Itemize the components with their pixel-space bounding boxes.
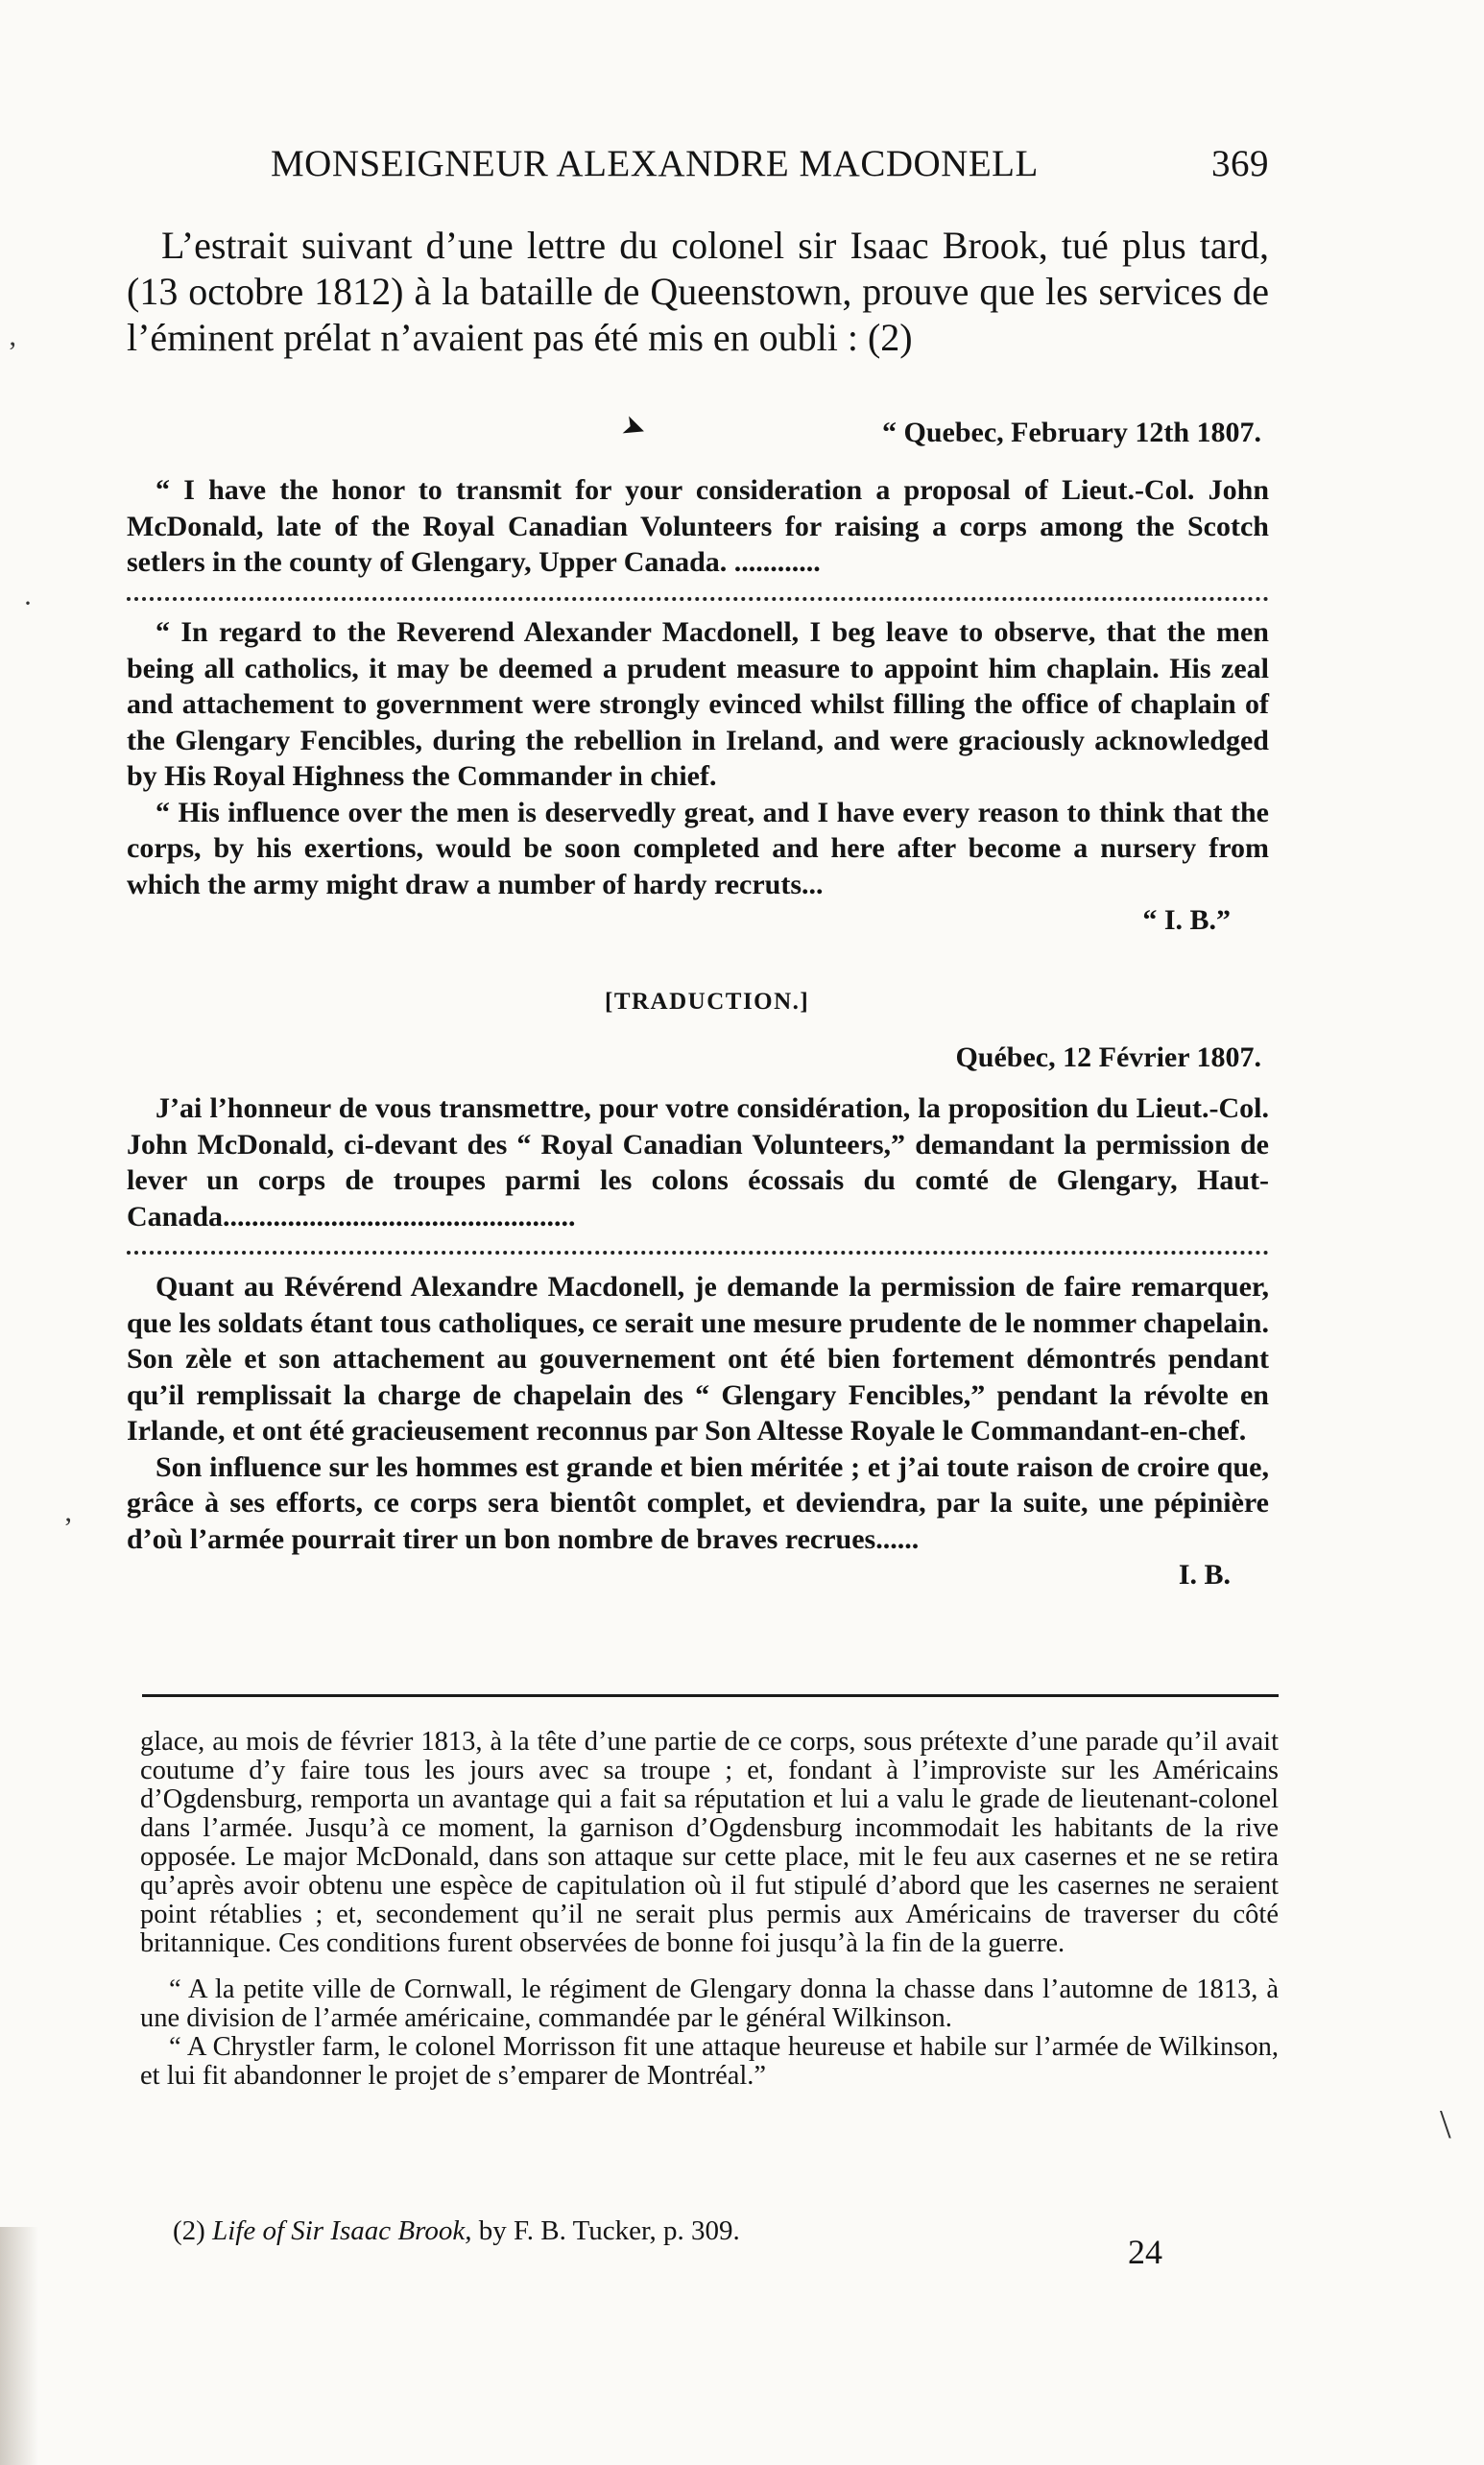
translation-para-1: J’ai l’honneur de vous transmettre, pour votre considération, la proposition du Lieut.-Col. John McDonald, ci-devant des “ Royal Canadian Volunteers,” demandant la permission de lever un corps de troupes parmi les colons écossais du comté de Glengary, Haut-Canada................................................. [127, 1092, 1269, 1232]
english-dateline: “ Quebec, February 12th 1807. [882, 417, 1261, 448]
footnote-para-2: “ A la petite ville de Cornwall, le régiment de Glengary donna la chasse dans l’automne de 1813, à une division de l’armée américaine, commandée par le général Wilkinson. [140, 1974, 1279, 2033]
footnote-title: Life of Sir Isaac Brook, [212, 2215, 472, 2246]
footnote-rule [142, 1694, 1279, 1697]
printer-signature-mark: 24 [1128, 2233, 1162, 2271]
english-letter-part2 [127, 614, 1269, 939]
footnote-marker: (2) [173, 2215, 205, 2246]
translation-para-2: Quant au Révérend Alexandre Macdonell, je demande la permission de faire remarquer, que les soldats étant tous catholiques, ce serait une mesure prudente de le nommer chapelain. Son zèle et son attachement au gouvernement ont été bien fortement démontrés pendant qu’il remplissait la charge de chapelain des “ Glengary Fencibles,” pendant la révolte en Irlande, et ont été gracieusement reconnus par Son Altesse Royale le Commandant-en-chef. [127, 1271, 1269, 1447]
translation-para-3: Son influence sur les hommes est grande et bien méritée ; et j’ai toute raison de croire que, grâce à ses efforts, ce corps sera bientôt complet, et deviendra, par la suite, une pépinière d’où l’armée pourrait tirer un bon nombre de braves recrues...... [127, 1450, 1269, 1555]
footnote-citation: by F. B. Tucker, p. 309. [478, 2215, 740, 2246]
translation-signature: I. B. [1178, 1559, 1231, 1591]
page-number: 369 [1211, 143, 1269, 184]
footnote-2 [173, 2215, 740, 2247]
translation-part2 [127, 1269, 1269, 1593]
english-para-3: “ His influence over the men is deservedly great, and I have every reason to think that the corps, by his exertions, would be soon completed and here after become a nursery from which the army might draw a number of hardy recruts... [127, 796, 1269, 900]
scan-shadow [0, 2227, 38, 2465]
english-para-1: “ I have the honor to transmit for your consideration a proposal of Lieut.-Col. John McDonald, late of the Royal Canadian Volunteers for raising a corps among the Scotch setlers in the county of Glengary, Upper Canada. ............ [127, 474, 1269, 578]
english-letter-part1 [127, 472, 1269, 581]
translation-heading: [TRADUCTION.] [605, 989, 810, 1015]
dotted-separator [127, 597, 1269, 601]
margin-speck: ’ [8, 336, 17, 368]
intro-text: L’estrait suivant d’une lettre du colonel sir Isaac Brook, tué plus tard, (13 octobre 1812) à la bataille de Queenstown, prouve que les services de l’éminent prélat n’avaient pas été mis en oubli : (2) [127, 224, 1269, 359]
intro-paragraph [127, 223, 1269, 361]
margin-speck: ’ [63, 1512, 73, 1544]
header-title: MONSEIGNEUR ALEXANDRE MACDONELL [271, 143, 1039, 184]
margin-speck: \ [1440, 2103, 1451, 2147]
stray-mark: ➤ [617, 408, 652, 447]
footnote-para-1: glace, au mois de février 1813, à la tête d’une partie de ce corps, sous prétexte d’une parade qu’il avait coutume d’y faire tous les jours avec sa troupe ; et, fondant à l’improviste sur les Américains d’Ogdensburg, remporta un avantage qui a fait sa réputation et lui a valu le grade de lieutenant-colonel dans l’armée. Jusqu’à ce moment, la garnison d’Ogdensburg incommodait les habitants de la rive opposée. Le major McDonald, dans son attaque sur cette place, mit le feu aux casernes et ne se retira qu’après avoir obtenu une espèce de capitulation où il fut stipulé d’abord que les casernes ne seraient point rétablies ; et, secondement qu’il ne serait plus permis aux Américains de traverser du côté britannique. Ces conditions furent observées de bonne foi jusqu’à la fin de la guerre. [140, 1727, 1279, 1958]
margin-speck: · [23, 587, 33, 619]
english-para-2: “ In regard to the Reverend Alexander Macdonell, I beg leave to observe, that the men being all catholics, it may be deemed a prudent measure to appoint him chaplain. His zeal and attachement to government were strongly evinced whilst filling the office of chaplain of the Glengary Fencibles, during the rebellion in Ireland, and were graciously acknowledged by His Royal Highness the Commander in chief. [127, 616, 1269, 792]
english-signature: “ I. B.” [1142, 904, 1231, 936]
footnote-para-3: “ A Chrystler farm, le colonel Morrisson fit une attaque heureuse et habile sur l’armée de Wilkinson, et lui fit abandonner le projet de s’emparer de Montréal.” [140, 2032, 1279, 2091]
footnote-continuation [140, 1728, 1279, 2091]
dotted-separator-2 [127, 1251, 1269, 1255]
translation-dateline: Québec, 12 Février 1807. [955, 1041, 1261, 1073]
translation-part1 [127, 1090, 1269, 1234]
